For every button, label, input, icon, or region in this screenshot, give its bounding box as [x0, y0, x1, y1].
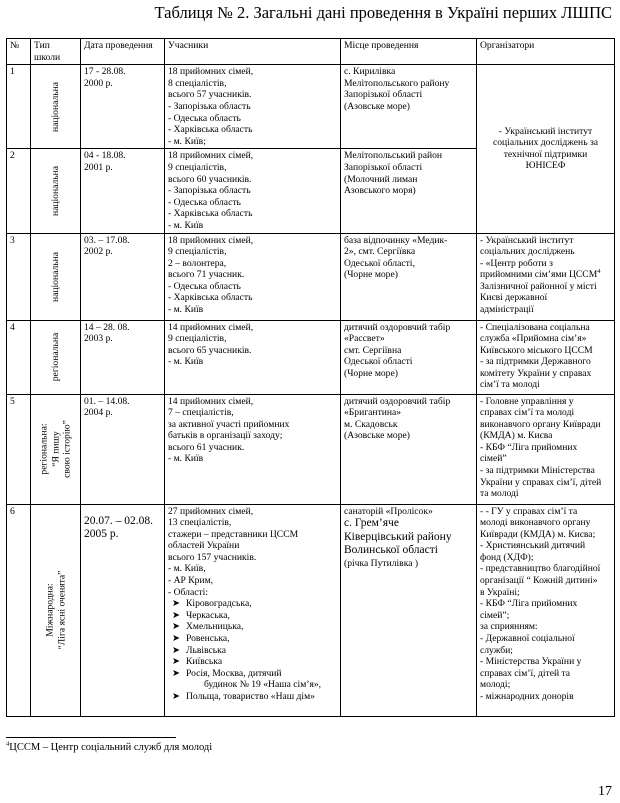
arrow-bullet-icon: ➤	[172, 633, 181, 645]
region-label: Росія, Москва, дитячий	[186, 667, 282, 679]
participants-line: стажери – представники ЦССМ	[168, 528, 299, 540]
place-line: Мелітопольський район	[344, 150, 443, 162]
place-line: Одеської області,	[344, 257, 415, 269]
organizers-line: - - ГУ у справах сім’ї та	[480, 505, 578, 517]
footnote-mark: 4	[6, 740, 10, 748]
header-place: Місце проведення	[341, 39, 477, 65]
place-line: (Азовське море)	[344, 430, 410, 442]
participants-line: - м. Київ;	[168, 135, 206, 147]
place-line: (річка Путилівка )	[344, 557, 419, 569]
participants-line: 9 спеціалістів,	[168, 333, 227, 345]
organizers-line: Києві державної	[480, 292, 548, 304]
page-number: 17	[598, 784, 612, 799]
organizers-line: соціальних досліджень за	[492, 137, 599, 149]
footnote	[6, 741, 212, 754]
place-line: Запорізької області	[344, 89, 423, 101]
participants-line: - АР Крим,	[168, 575, 214, 587]
participants-line: 18 прийомних сімей,	[168, 150, 254, 162]
arrow-bullet-icon: ➤	[172, 644, 181, 656]
organizers-line	[480, 269, 611, 281]
place-line: м. Скадовськ	[344, 418, 398, 430]
region-label: Польща, товариство «Наш дім»	[186, 691, 315, 702]
school-type-cell	[31, 65, 81, 149]
row-num: 4	[7, 320, 31, 394]
region-label: Кіровоградська,	[186, 598, 252, 610]
date-line: 03. – 17.08.	[84, 234, 130, 246]
organizers-line: - Український інститут	[480, 234, 574, 246]
header-participants: Учасники	[165, 39, 341, 65]
organizers-line: фонд (ХДФ);	[480, 551, 534, 563]
participants-line: - Харківська область	[168, 208, 253, 220]
participants-line: - Запорізька область	[168, 185, 251, 197]
organizers-line: сімей”	[480, 453, 507, 465]
organizers-line: молоді;	[480, 679, 511, 691]
participants-line: - Області:	[168, 586, 208, 598]
organizers-line: служба «Прийомна сім’я»	[480, 333, 587, 345]
school-type-line: “Я пишу	[49, 431, 61, 467]
arrow-bullet-icon: ➤	[172, 667, 181, 679]
place-cell	[341, 394, 477, 504]
organizers-line: соціальних досліджень	[480, 246, 575, 258]
schools-table	[6, 38, 615, 717]
date-line: 2000 р.	[84, 77, 113, 89]
table-row	[7, 394, 615, 504]
date-line: 2001 р.	[84, 161, 113, 173]
organizers-line: України у справах сім’ї, дітей	[480, 476, 602, 488]
date-line: 2004 р.	[84, 407, 113, 419]
organizers-line: - КБФ “Ліга прийомних	[480, 598, 578, 610]
header-type: Тип школи	[31, 39, 81, 65]
participants-line: всього 157 учасників.	[168, 551, 257, 563]
row-num: 6	[7, 504, 31, 716]
footnote-separator	[6, 737, 176, 738]
place-line: «Бригантина»	[344, 407, 402, 419]
place-line: «Рассвет»	[344, 333, 385, 345]
table-row	[7, 504, 615, 716]
date-line: 01. – 14.08.	[84, 395, 130, 407]
participants-line: всього 71 учасник.	[168, 269, 245, 281]
organizers-cell	[477, 504, 615, 716]
organizers-cell	[477, 394, 615, 504]
region-item	[168, 621, 337, 633]
participants-line: 13 спеціалістів,	[168, 517, 232, 529]
date-cell	[81, 320, 165, 394]
organizers-line: за сприянням:	[480, 621, 538, 633]
place-cell	[341, 149, 477, 233]
school-type: національна	[49, 251, 61, 302]
region-label: Київська	[186, 656, 223, 668]
organizers-line: - Головне управління у	[480, 395, 574, 407]
school-type: національна	[49, 165, 61, 216]
organizers-line: виконавчого органу Київради	[480, 418, 601, 430]
region-label: Львівська	[186, 644, 226, 656]
participants-line: - Запорізька область	[168, 100, 251, 112]
place-line: база відпочинку «Медик-	[344, 234, 448, 246]
date-line: 14 – 28. 08.	[84, 321, 130, 333]
place-line: дитячий оздоровчий табір	[344, 395, 451, 407]
participants-line: - Харківська область	[168, 124, 253, 136]
place-cell	[341, 320, 477, 394]
arrow-bullet-icon: ➤	[172, 656, 181, 668]
participants-line: - Одеська область	[168, 196, 241, 208]
participants-line: батьків в організації заходу;	[168, 430, 283, 442]
participants-line: - м. Київ	[168, 304, 204, 316]
participants-line: всього 57 учасників.	[168, 89, 252, 101]
participants-line: - Одеська область	[168, 112, 241, 124]
date-line: 20.07. – 02.08.	[84, 514, 153, 527]
table-row	[7, 233, 615, 320]
date-line: 2003 р.	[84, 333, 113, 345]
row-num: 5	[7, 394, 31, 504]
region-item-continuation: будинок № 19 «Наша сім’я»,	[204, 679, 322, 691]
participants-line: 14 прийомних сімей,	[168, 321, 254, 333]
participants-line: 8 спеціалістів,	[168, 77, 227, 89]
school-type-cell	[31, 394, 81, 504]
date-line: 04 - 18.08.	[84, 150, 126, 162]
organizers-line: - Християнський дитячий	[480, 540, 586, 552]
date-cell	[81, 65, 165, 149]
organizers-line: молоді виконавчого органу	[480, 517, 591, 529]
organizers-line: - Міністерства України у	[480, 656, 582, 668]
participants-cell	[165, 504, 341, 716]
participants-line: всього 65 учасників.	[168, 344, 252, 356]
region-item	[168, 610, 337, 622]
place-line: (Чорне море)	[344, 269, 398, 281]
organizers-line: сімей”;	[480, 609, 510, 621]
participants-line: - Одеська область	[168, 280, 241, 292]
place-line: Запорізької області	[344, 161, 423, 173]
table-row	[7, 65, 615, 149]
school-type-cell	[31, 504, 81, 716]
date-line: 2002 р.	[84, 246, 113, 258]
organizers-line: в Україні;	[480, 586, 520, 598]
school-type-line: свою історію”	[61, 420, 73, 478]
participants-line: областей України	[168, 540, 240, 552]
footnote-text: ЦССМ – Центр соціальний служб для молоді	[9, 742, 213, 753]
row-num: 1	[7, 65, 31, 149]
region-item	[168, 668, 337, 680]
table-row	[7, 320, 615, 394]
school-type-cell	[31, 320, 81, 394]
organizers-line: справах сім’ї, дітей та	[480, 667, 571, 679]
school-type	[44, 571, 67, 650]
participants-cell	[165, 233, 341, 320]
place-line: с. Грем’яче	[344, 517, 399, 530]
place-line: Ківерцівський району	[344, 530, 452, 543]
place-line: Азовського моря)	[344, 185, 416, 197]
organizers-line: - Спеціалізована соціальна	[480, 321, 590, 333]
date-cell	[81, 504, 165, 716]
organizers-line: - КБФ “Ліга прийомних	[480, 441, 578, 453]
place-cell	[341, 504, 477, 716]
arrow-bullet-icon: ➤	[172, 598, 181, 610]
participants-line: 27 прийомних сімей,	[168, 505, 254, 517]
place-line: санаторій «Пролісок»	[344, 505, 433, 517]
organizers-line: служби;	[480, 644, 513, 656]
region-label: Хмельницька,	[186, 621, 244, 633]
school-type	[38, 420, 73, 478]
region-item	[168, 691, 337, 703]
participants-line: - Харківська область	[168, 292, 253, 304]
participants-line: 18 прийомних сімей,	[168, 66, 254, 78]
organizers-shared-cell	[477, 65, 615, 233]
participants-cell	[165, 149, 341, 233]
organizers-line: організації “ Кожній дитині»	[480, 575, 598, 587]
school-type: національна	[49, 81, 61, 132]
organizers-line: та молоді	[480, 488, 519, 500]
school-type-line: регіональна:	[38, 423, 50, 475]
place-line: Одеської області	[344, 356, 413, 368]
region-label: Ровенська,	[186, 633, 230, 645]
organizers-line: - міжнародних донорів	[480, 691, 574, 702]
participants-line: 7 – спеціалістів,	[168, 407, 234, 419]
header-date: Дата проведення	[81, 39, 165, 65]
organizers-line: Залізничної районної у місті	[480, 280, 597, 292]
place-line: Волинської області	[344, 544, 438, 557]
organizers-line: - «Центр роботи з	[480, 257, 553, 269]
row-num: 3	[7, 233, 31, 320]
participants-line: всього 60 учасників.	[168, 173, 252, 185]
page-title: Таблиця № 2. Загальні дані проведення в Україні перших ЛШПС	[154, 3, 612, 22]
place-line: (Азовське море)	[344, 100, 410, 112]
participants-line: 14 прийомних сімей,	[168, 395, 254, 407]
school-type: регіональна	[49, 332, 61, 382]
participants-line: за активної участі прийомних	[168, 418, 290, 430]
place-line: (Чорне море)	[344, 367, 398, 379]
header-num: №	[7, 39, 31, 65]
place-cell	[341, 65, 477, 149]
region-label: Черкаська,	[186, 609, 230, 621]
participants-line: - м. Київ	[168, 219, 204, 231]
region-item	[168, 598, 337, 610]
arrow-bullet-icon: ➤	[172, 691, 181, 702]
place-line: с. Кирилівка	[344, 66, 396, 78]
organizers-line: - за підтримки Міністерства	[480, 465, 595, 477]
school-type-cell	[31, 233, 81, 320]
organizers-line: - Державної соціальної	[480, 633, 575, 645]
school-type-line: Міжнародна:	[43, 583, 55, 637]
organizers-line: - представництво благодійної	[480, 563, 601, 575]
participants-line: 2 – волонтера,	[168, 257, 227, 269]
header-organizers: Організатори	[477, 39, 615, 65]
arrow-bullet-icon: ➤	[172, 609, 181, 621]
organizers-line: сім’ї та молоді	[480, 379, 540, 391]
table-header-row	[7, 39, 615, 65]
organizers-line: - за підтримки Державного	[480, 356, 591, 368]
organizers-text: прийомними сім’ями ЦССМ	[480, 269, 598, 281]
region-item	[168, 633, 337, 645]
school-type-line: “Ліга ясні оченята”	[55, 570, 67, 650]
organizers-line: Київського міського ЦССМ	[480, 344, 593, 356]
date-cell	[81, 394, 165, 504]
organizers-line: Київради (КМДА) м. Києва;	[480, 528, 596, 540]
date-line: 17 - 28.08.	[84, 66, 126, 78]
participants-line: - м. Київ	[168, 356, 204, 368]
place-line: Мелітопольського району	[344, 77, 450, 89]
organizers-cell	[477, 320, 615, 394]
place-line: (Молочний лиман	[344, 173, 418, 185]
place-line: дитячий оздоровчий табір	[344, 321, 451, 333]
organizers-line: комітету України у справах	[480, 367, 592, 379]
date-cell	[81, 233, 165, 320]
participants-cell	[165, 320, 341, 394]
organizers-line: справах сім’ї та молоді	[480, 407, 575, 419]
date-cell	[81, 149, 165, 233]
date-line: 2005 р.	[84, 528, 119, 540]
organizers-line: ЮНІСЕФ	[525, 160, 566, 172]
place-line: 2», смт. Сергіївка	[344, 246, 416, 258]
participants-line: 18 прийомних сімей,	[168, 234, 254, 246]
organizers-line: адміністрації	[480, 304, 534, 316]
participants-cell	[165, 394, 341, 504]
participants-line: всього 61 учасник.	[168, 441, 245, 453]
participants-line: 9 спеціалістів,	[168, 161, 227, 173]
place-cell	[341, 233, 477, 320]
participants-line: 9 спеціалістів,	[168, 246, 227, 258]
organizers-line: (КМДА) м. Києва	[480, 430, 553, 442]
school-type-cell	[31, 149, 81, 233]
place-line: смт. Сергіївна	[344, 344, 402, 356]
participants-line: - м. Київ,	[168, 563, 206, 575]
region-item	[168, 656, 337, 668]
region-item	[168, 645, 337, 657]
participants-cell	[165, 65, 341, 149]
row-num: 2	[7, 149, 31, 233]
organizers-line: технічної підтримки	[503, 148, 588, 160]
organizers-line: - Український інститут	[498, 125, 593, 137]
arrow-bullet-icon: ➤	[172, 621, 181, 633]
footnote-mark: 4	[597, 268, 601, 276]
organizers-cell	[477, 233, 615, 320]
participants-line: - м. Київ	[168, 453, 204, 465]
